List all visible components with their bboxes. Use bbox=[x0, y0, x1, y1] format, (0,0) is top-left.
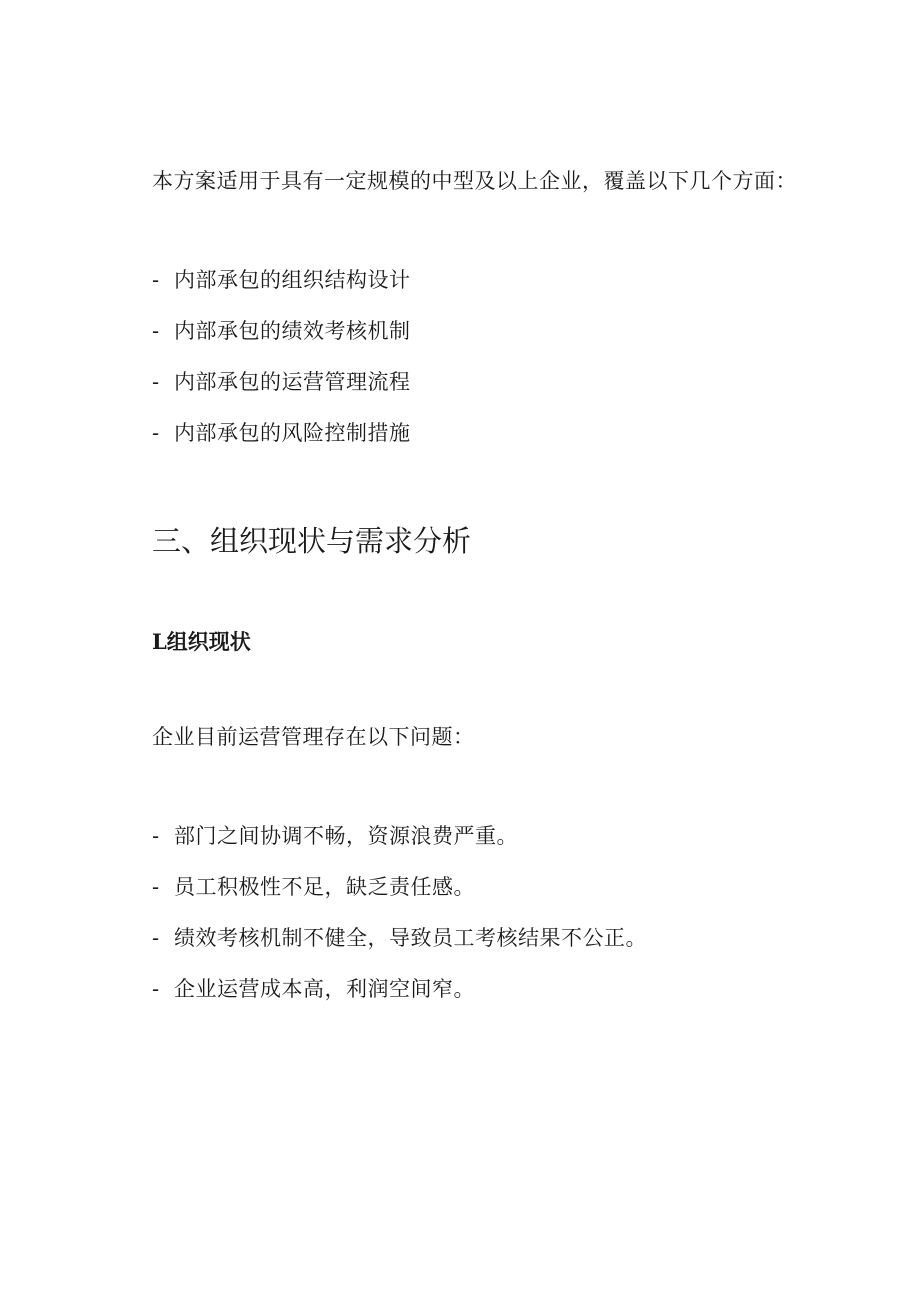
intro-paragraph: 本方案适用于具有一定规模的中型及以上企业，覆盖以下几个方面： bbox=[152, 169, 797, 193]
list-bullet: - bbox=[152, 319, 160, 343]
list-bullet: - bbox=[152, 268, 160, 292]
list-bullet: - bbox=[152, 370, 160, 394]
list-bullet: - bbox=[152, 824, 160, 848]
subsection-heading: L组织现状 bbox=[152, 629, 251, 654]
problems-intro-paragraph: 企业目前运营管理存在以下问题： bbox=[152, 725, 475, 749]
list-item-text: 内部承包的组织结构设计 bbox=[174, 268, 411, 292]
list-item bbox=[152, 266, 411, 294]
list-item-text: 内部承包的风险控制措施 bbox=[174, 421, 411, 445]
list-item-text: 内部承包的运营管理流程 bbox=[174, 370, 411, 394]
list-item bbox=[152, 822, 518, 850]
list-bullet: - bbox=[152, 875, 160, 899]
list-item bbox=[152, 975, 475, 1003]
list-item bbox=[152, 368, 411, 396]
list-bullet: - bbox=[152, 926, 160, 950]
list-item-text: 企业运营成本高，利润空间窄。 bbox=[174, 977, 475, 1001]
list-item bbox=[152, 873, 475, 901]
section-heading: 三、组织现状与需求分析 bbox=[152, 524, 472, 558]
list-item-text: 部门之间协调不畅，资源浪费严重。 bbox=[174, 824, 518, 848]
list-item-text: 内部承包的绩效考核机制 bbox=[174, 319, 411, 343]
list-item bbox=[152, 317, 411, 345]
list-item bbox=[152, 924, 647, 952]
list-item-text: 员工积极性不足，缺乏责任感。 bbox=[174, 875, 475, 899]
list-item-text: 绩效考核机制不健全，导致员工考核结果不公正。 bbox=[174, 926, 647, 950]
list-bullet: - bbox=[152, 421, 160, 445]
list-bullet: - bbox=[152, 977, 160, 1001]
list-item bbox=[152, 419, 411, 447]
